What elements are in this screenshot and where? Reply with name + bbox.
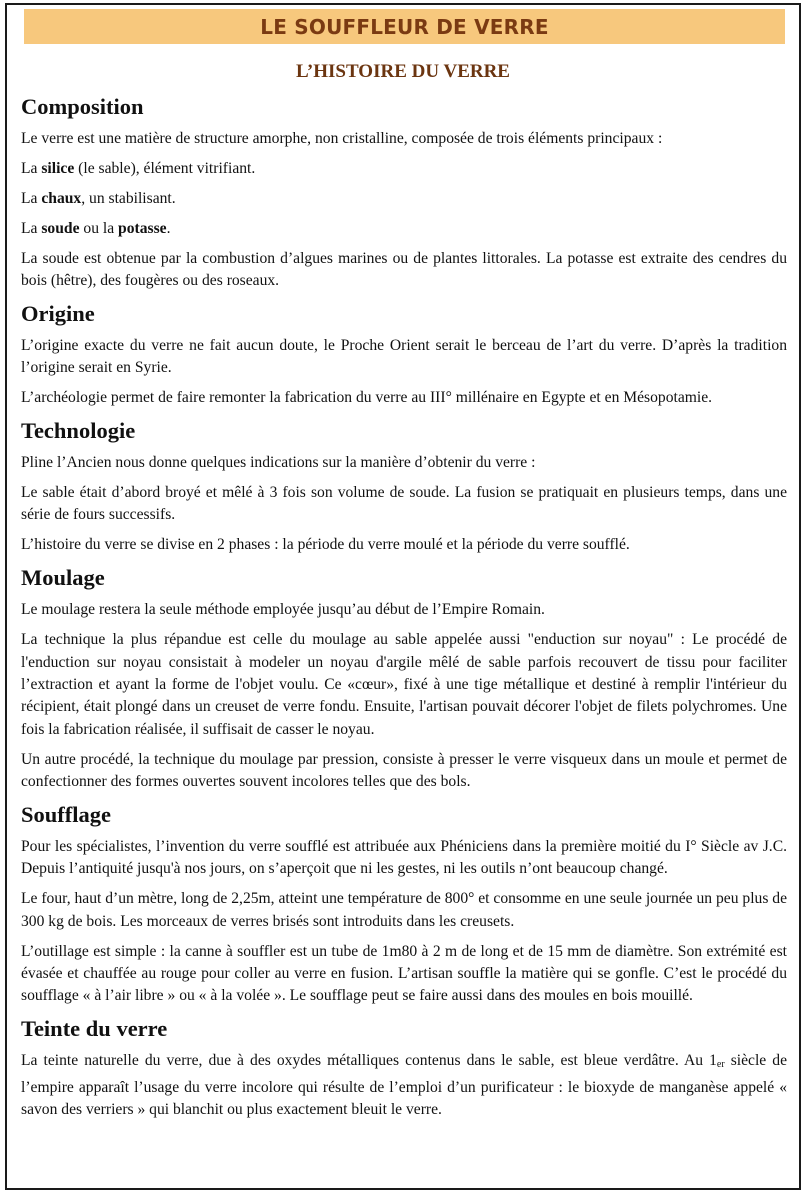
section-heading: Soufflage <box>21 802 111 828</box>
paragraph-chaux: La chaux, un stabilisant. <box>21 189 176 207</box>
section-heading: Teinte du verre <box>21 1016 168 1042</box>
paragraph: La soude est obtenue par la combustion d’algues marines ou de plantes littorales. La potasse est extraite des cendres du bois (hêtre), des fougères ou des roseaux. <box>21 249 787 290</box>
paragraph: L’archéologie permet de faire remonter la fabrication du verre au III° millénaire en Egypte et en Mésopotamie. <box>21 389 713 407</box>
paragraph: La teinte naturelle du verre, due à des oxydes métalliques contenus dans le sable, est bleue verdâtre. Au 1er siècle de l’empire apparaît l’usage du verre incolore qui résulte de l’emploi d’un purificateur : le bioxyde de manganèse appelé « savon des verriers » qui blanchit ou plus exactement bleuit le verre. <box>21 1052 788 1119</box>
superscript: er <box>716 1059 725 1071</box>
paragraph: La technique la plus répandue est celle du moulage au sable appelée aussi "enduction sur noyau" : Le procédé de l'enduction sur noyau consistait à modeler un noyau d'argile mêlé de sable parfois recouvert de tissu pour faciliter l’extraction et ayant la forme de l'objet voulu. Ce «cœur», fixé à une tige métallique et destiné à remplir l'intérieur du récipient, était plongé dans un creuset de verre fondu. Ensuite, l'artisan pouvait décorer l'objet de filets polychromes. Une fois la fabrication réalisée, il suffisait de casser le noyau. <box>21 631 787 738</box>
bold-term: chaux <box>41 189 82 207</box>
section-heading: Technologie <box>21 418 136 444</box>
paragraph: L’outillage est simple : la canne à souffler est un tube de 1m80 à 2 m de long et de 15 mm de diamètre. Son extrémité est évasée et chauffée au rouge pour coller au verre en fusion. L’artisan souffle la matière qui se gonfle. C’est le procédé du soufflage « à l’air libre » ou « à la volée ». Le soufflage peut se faire aussi dans des moules en bois mouillé. <box>21 942 787 1005</box>
document-page <box>5 3 801 1190</box>
document-body <box>21 93 787 1129</box>
title-banner <box>24 9 785 44</box>
section-technologie <box>21 417 787 557</box>
paragraph: L’origine exacte du verre ne fait aucun doute, le Proche Orient serait le berceau de l’art du verre. D’après la tradition l’origine serait en Syrie. <box>21 336 787 377</box>
section-soufflage <box>21 801 787 1008</box>
section-heading: Composition <box>21 94 144 119</box>
paragraph: Un autre procédé, la technique du moulage par pression, consiste à presser le verre visqueux dans un moule et permet de confectionner des formes ouvertes souvent incolores telles que des bols. <box>21 750 787 791</box>
paragraph-silice: La silice (le sable), élément vitrifiant. <box>21 159 256 177</box>
paragraph: Le verre est une matière de structure amorphe, non cristalline, composée de trois éléments principaux : <box>21 130 663 147</box>
page-subtitle: L’HISTOIRE DU VERRE <box>295 61 510 82</box>
bold-term: silice <box>41 159 75 177</box>
section-heading: Origine <box>21 300 95 326</box>
section-moulage <box>21 564 787 793</box>
paragraph: Pline l’Ancien nous donne quelques indications sur la manière d’obtenir du verre : <box>21 454 536 472</box>
section-heading: Moulage <box>21 565 105 591</box>
paragraph: Le sable était d’abord broyé et mêlé à 3 fois son volume de soude. La fusion se pratiquait en plusieurs temps, dans une série de fours successifs. <box>21 484 787 524</box>
paragraph: Pour les spécialistes, l’invention du verre soufflé est attribuée aux Phéniciens dans la première moitié du I° Siècle av J.C. Depuis l’antiquité jusqu'à nos jours, on s’aperçoit que ni les gestes, ni les outils n’ont beaucoup changé. <box>21 838 787 878</box>
paragraph-soude: La soude ou la potasse. <box>21 219 171 237</box>
banner-title: LE SOUFFLEUR DE VERRE <box>260 14 549 39</box>
paragraph: L’histoire du verre se divise en 2 phases : la période du verre moulé et la période du verre soufflé. <box>21 536 630 554</box>
paragraph: Le moulage restera la seule méthode employée jusqu’au début de l’Empire Romain. <box>21 601 545 619</box>
bold-term: potasse <box>118 219 167 237</box>
section-composition <box>21 93 787 292</box>
section-teinte <box>21 1015 787 1121</box>
paragraph: Le four, haut d’un mètre, long de 2,25m, atteint une température de 800° et consomme en une seule journée un peu plus de 300 kg de bois. Les morceaux de verres brisés sont introduits dans les creusets. <box>21 890 788 930</box>
section-origine <box>21 300 787 410</box>
bold-term: soude <box>41 219 80 237</box>
